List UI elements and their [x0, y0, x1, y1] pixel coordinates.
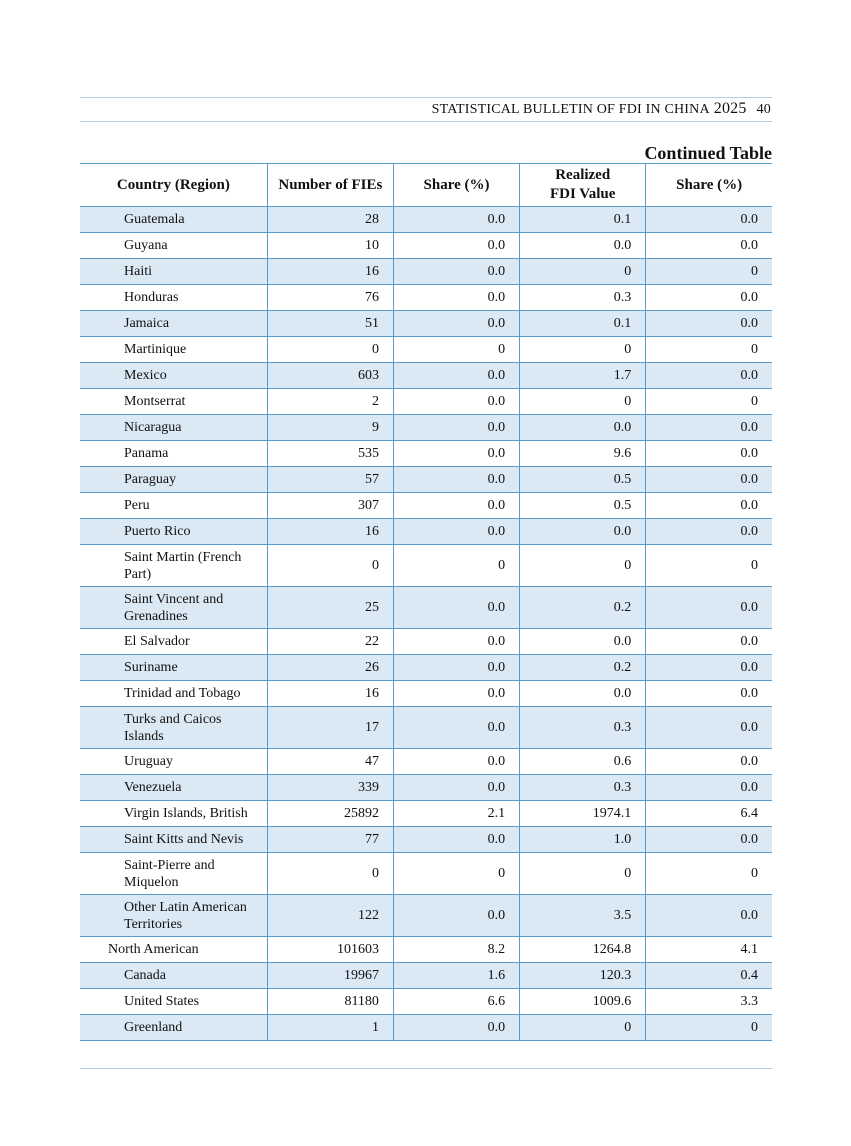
country-cell: Other Latin American Territories [80, 895, 267, 937]
value-cell: 0 [646, 337, 772, 363]
value-cell: 0.4 [646, 963, 772, 989]
value-cell: 3.3 [646, 989, 772, 1015]
country-cell: North American [80, 937, 267, 963]
country-cell: Jamaica [80, 311, 267, 337]
value-cell: 6.6 [393, 989, 519, 1015]
country-cell: Saint Kitts and Nevis [80, 827, 267, 853]
table-row [80, 775, 772, 801]
value-cell: 51 [267, 311, 393, 337]
country-cell: Haiti [80, 259, 267, 285]
country-cell: Venezuela [80, 775, 267, 801]
value-cell: 0.0 [393, 285, 519, 311]
table-row [80, 801, 772, 827]
column-header: Country (Region) [80, 164, 267, 207]
value-cell: 0 [520, 853, 646, 895]
value-cell: 0.0 [393, 519, 519, 545]
table-row [80, 681, 772, 707]
table-row [80, 493, 772, 519]
value-cell: 535 [267, 441, 393, 467]
value-cell: 0.0 [646, 587, 772, 629]
value-cell: 19967 [267, 963, 393, 989]
value-cell: 0.2 [520, 655, 646, 681]
header-title: STATISTICAL BULLETIN OF FDI IN CHINA [431, 102, 710, 117]
value-cell: 0.0 [646, 519, 772, 545]
value-cell: 0.0 [646, 493, 772, 519]
value-cell: 2.1 [393, 801, 519, 827]
value-cell: 0.0 [393, 389, 519, 415]
value-cell: 0.0 [393, 655, 519, 681]
table-row [80, 233, 772, 259]
country-cell: Suriname [80, 655, 267, 681]
table-row [80, 655, 772, 681]
value-cell: 9.6 [520, 441, 646, 467]
value-cell: 0 [267, 545, 393, 587]
value-cell: 1009.6 [520, 989, 646, 1015]
value-cell: 0 [520, 259, 646, 285]
country-cell: Saint Martin (French Part) [80, 545, 267, 587]
value-cell: 6.4 [646, 801, 772, 827]
value-cell: 17 [267, 707, 393, 749]
value-cell: 0.0 [520, 233, 646, 259]
country-cell: Trinidad and Tobago [80, 681, 267, 707]
value-cell: 0.0 [646, 233, 772, 259]
value-cell: 0.0 [393, 775, 519, 801]
country-cell: Peru [80, 493, 267, 519]
value-cell: 0.0 [393, 587, 519, 629]
table-row [80, 337, 772, 363]
country-cell: Canada [80, 963, 267, 989]
country-cell: Paraguay [80, 467, 267, 493]
value-cell: 2 [267, 389, 393, 415]
value-cell: 0.0 [393, 415, 519, 441]
value-cell: 0.0 [393, 441, 519, 467]
table-row [80, 311, 772, 337]
country-cell: Saint Vincent and Grenadines [80, 587, 267, 629]
table-row [80, 853, 772, 895]
value-cell: 47 [267, 749, 393, 775]
value-cell: 0.0 [520, 681, 646, 707]
value-cell: 0.0 [520, 519, 646, 545]
value-cell: 0.5 [520, 493, 646, 519]
page-number: 40 [756, 102, 771, 117]
value-cell: 0.0 [646, 827, 772, 853]
country-cell: Honduras [80, 285, 267, 311]
value-cell: 0.0 [393, 681, 519, 707]
value-cell: 0.0 [646, 749, 772, 775]
value-cell: 0.0 [646, 707, 772, 749]
header-top-rule [80, 97, 772, 98]
value-cell: 1264.8 [520, 937, 646, 963]
value-cell: 0 [520, 545, 646, 587]
value-cell: 77 [267, 827, 393, 853]
country-cell: Guatemala [80, 207, 267, 233]
table-row [80, 363, 772, 389]
value-cell: 0 [646, 545, 772, 587]
header-bottom-rule [80, 121, 772, 122]
value-cell: 1.0 [520, 827, 646, 853]
country-cell: Greenland [80, 1015, 267, 1041]
value-cell: 0.0 [393, 827, 519, 853]
value-cell: 0 [646, 1015, 772, 1041]
value-cell: 76 [267, 285, 393, 311]
value-cell: 0.0 [393, 467, 519, 493]
country-cell: Saint-Pierre and Miquelon [80, 853, 267, 895]
value-cell: 0.1 [520, 207, 646, 233]
value-cell: 8.2 [393, 937, 519, 963]
value-cell: 0 [267, 337, 393, 363]
value-cell: 0.0 [393, 629, 519, 655]
value-cell: 0 [646, 259, 772, 285]
value-cell: 0.0 [646, 655, 772, 681]
value-cell: 0 [646, 389, 772, 415]
header-year: 2025 [713, 100, 747, 117]
table-row [80, 545, 772, 587]
value-cell: 25892 [267, 801, 393, 827]
table-row [80, 827, 772, 853]
footer-rule [80, 1068, 772, 1069]
table-row [80, 937, 772, 963]
value-cell: 1.6 [393, 963, 519, 989]
value-cell: 0.0 [393, 749, 519, 775]
table-row [80, 519, 772, 545]
country-cell: El Salvador [80, 629, 267, 655]
value-cell: 0 [520, 337, 646, 363]
value-cell: 120.3 [520, 963, 646, 989]
value-cell: 0.0 [646, 285, 772, 311]
country-cell: Mexico [80, 363, 267, 389]
fdi-table [80, 163, 772, 1041]
value-cell: 16 [267, 519, 393, 545]
value-cell: 4.1 [646, 937, 772, 963]
value-cell: 22 [267, 629, 393, 655]
value-cell: 0.0 [393, 493, 519, 519]
value-cell: 0.3 [520, 285, 646, 311]
value-cell: 101603 [267, 937, 393, 963]
value-cell: 25 [267, 587, 393, 629]
value-cell: 1974.1 [520, 801, 646, 827]
value-cell: 339 [267, 775, 393, 801]
table-row [80, 587, 772, 629]
country-cell: Puerto Rico [80, 519, 267, 545]
value-cell: 0.5 [520, 467, 646, 493]
value-cell: 1 [267, 1015, 393, 1041]
value-cell: 57 [267, 467, 393, 493]
value-cell: 16 [267, 681, 393, 707]
value-cell: 0.0 [393, 233, 519, 259]
value-cell: 122 [267, 895, 393, 937]
value-cell: 28 [267, 207, 393, 233]
column-header: Realized FDI Value [520, 164, 646, 207]
table-row [80, 207, 772, 233]
running-header [432, 100, 771, 118]
value-cell: 0.0 [646, 895, 772, 937]
value-cell: 0.0 [393, 259, 519, 285]
country-cell: Turks and Caicos Islands [80, 707, 267, 749]
value-cell: 0.0 [646, 467, 772, 493]
value-cell: 16 [267, 259, 393, 285]
value-cell: 0.1 [520, 311, 646, 337]
value-cell: 0 [520, 1015, 646, 1041]
value-cell: 0.0 [646, 629, 772, 655]
country-cell: Guyana [80, 233, 267, 259]
value-cell: 9 [267, 415, 393, 441]
value-cell: 0.0 [646, 311, 772, 337]
value-cell: 0 [520, 389, 646, 415]
table-row [80, 963, 772, 989]
value-cell: 0 [393, 853, 519, 895]
value-cell: 0.0 [646, 207, 772, 233]
country-cell: Nicaragua [80, 415, 267, 441]
value-cell: 0.0 [393, 1015, 519, 1041]
value-cell: 0.3 [520, 775, 646, 801]
country-cell: Panama [80, 441, 267, 467]
column-header: Share (%) [646, 164, 772, 207]
value-cell: 0 [393, 337, 519, 363]
country-cell: United States [80, 989, 267, 1015]
table-row [80, 389, 772, 415]
value-cell: 0.0 [646, 363, 772, 389]
value-cell: 0.3 [520, 707, 646, 749]
value-cell: 81180 [267, 989, 393, 1015]
value-cell: 26 [267, 655, 393, 681]
value-cell: 10 [267, 233, 393, 259]
column-header: Share (%) [393, 164, 519, 207]
table-row [80, 895, 772, 937]
value-cell: 0.0 [393, 207, 519, 233]
value-cell: 0.0 [393, 311, 519, 337]
country-cell: Virgin Islands, British [80, 801, 267, 827]
value-cell: 3.5 [520, 895, 646, 937]
value-cell: 0.0 [393, 363, 519, 389]
value-cell: 0.0 [520, 629, 646, 655]
value-cell: 0 [393, 545, 519, 587]
value-cell: 0.0 [646, 415, 772, 441]
country-cell: Montserrat [80, 389, 267, 415]
table-row [80, 259, 772, 285]
table-row [80, 707, 772, 749]
value-cell: 0 [267, 853, 393, 895]
table-row [80, 285, 772, 311]
table-row [80, 629, 772, 655]
value-cell: 0.6 [520, 749, 646, 775]
value-cell: 0.0 [520, 415, 646, 441]
value-cell: 0.0 [646, 441, 772, 467]
table-row [80, 415, 772, 441]
value-cell: 0 [646, 853, 772, 895]
table-row [80, 749, 772, 775]
country-cell: Uruguay [80, 749, 267, 775]
value-cell: 603 [267, 363, 393, 389]
continued-table-label: Continued Table [644, 143, 772, 163]
value-cell: 307 [267, 493, 393, 519]
value-cell: 1.7 [520, 363, 646, 389]
value-cell: 0.0 [646, 775, 772, 801]
table-row [80, 1015, 772, 1041]
table-row [80, 467, 772, 493]
table-header-row [80, 164, 772, 207]
table-row [80, 441, 772, 467]
value-cell: 0.0 [393, 707, 519, 749]
table-row [80, 989, 772, 1015]
country-cell: Martinique [80, 337, 267, 363]
column-header: Number of FIEs [267, 164, 393, 207]
value-cell: 0.0 [646, 681, 772, 707]
value-cell: 0.0 [393, 895, 519, 937]
value-cell: 0.2 [520, 587, 646, 629]
